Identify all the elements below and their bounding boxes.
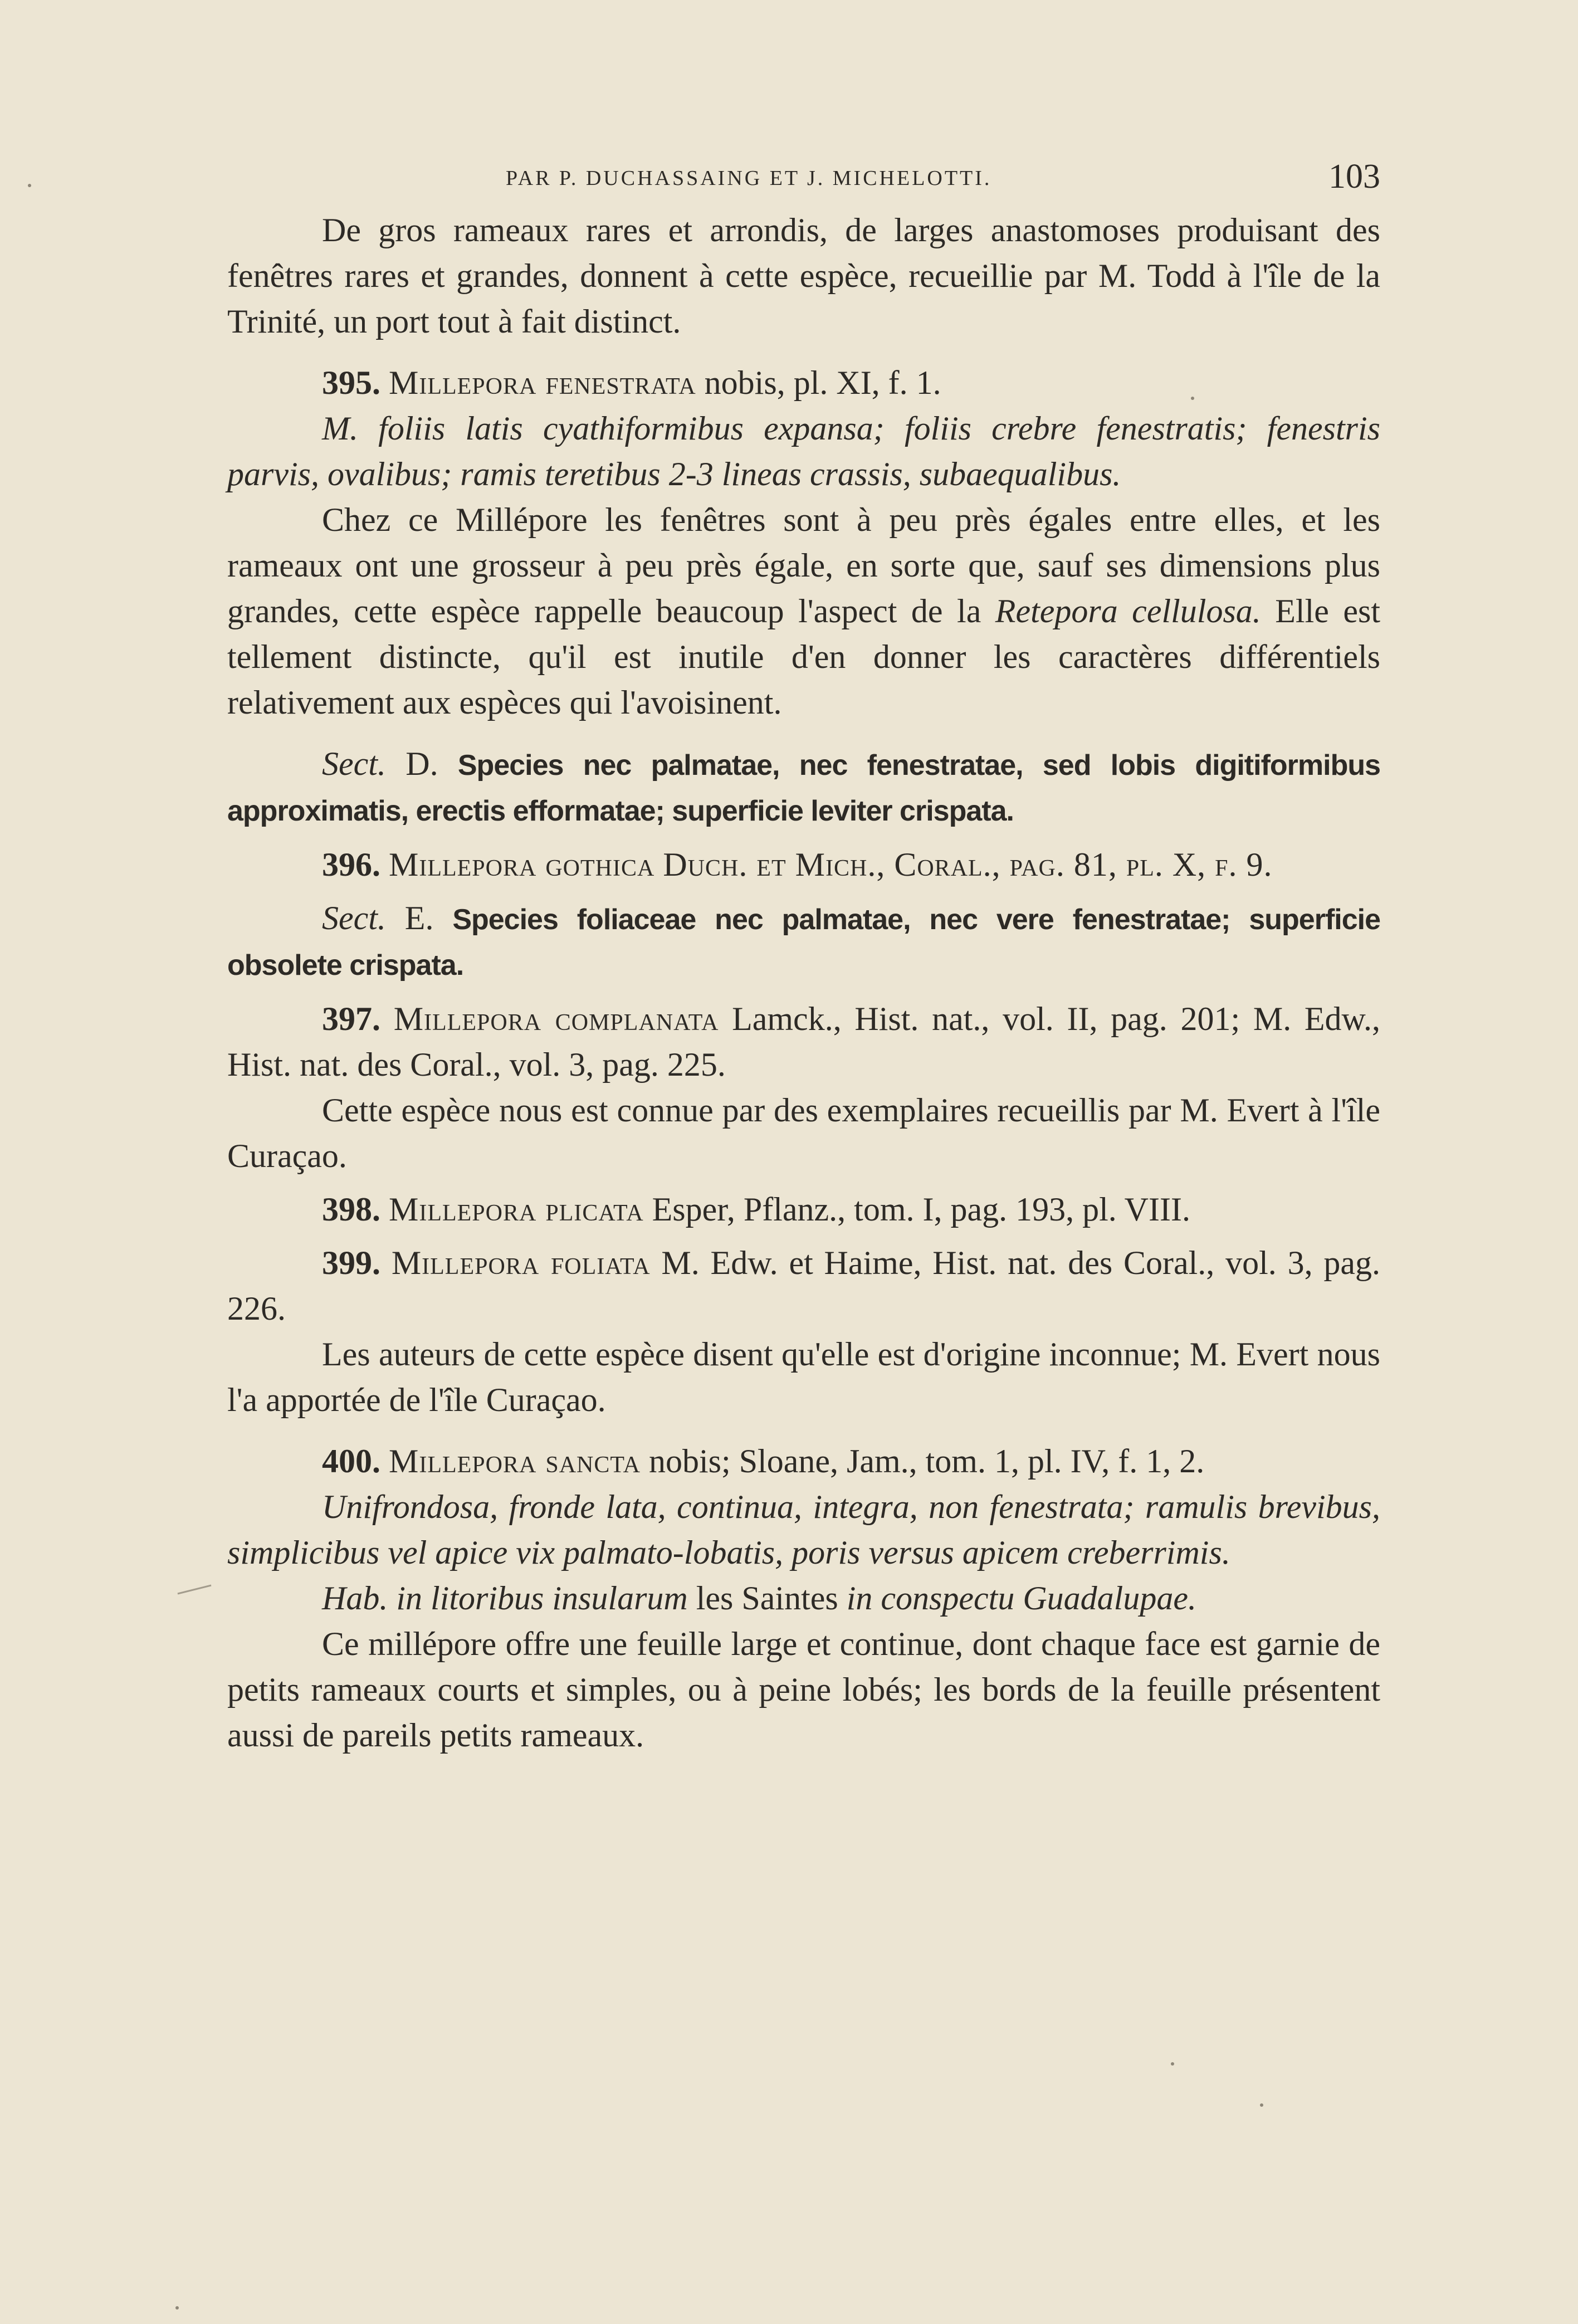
habitat-place: les Saintes [696,1580,838,1617]
species-name: Millepora foliata [391,1244,651,1281]
entry-399-heading [227,1240,1380,1331]
species-name: Millepora complanata [393,1000,719,1037]
reference: M. Edw. et Haime, Hist. nat. des Coral., vol. 3, pag. 226. [227,1244,1381,1327]
running-head: PAR P. DUCHASSAING ET J. MICHELOTTI. [506,167,992,190]
entry-395-heading [227,360,1380,406]
paper-speck [1191,397,1194,400]
section-description: Species foliaceae nec palmatae, nec vere fenestratae; superficie obsolete crispata. [227,904,1380,982]
entry-number: 398. [322,1191,380,1228]
page-header [227,158,1380,202]
entry-400-latin-diagnosis: Unifrondosa, fronde lata, continua, integra, non fenestrata; ramulis brevibus, simplicibus vel apice vix palmato-lobatis, poris versus apicem creberrimis. [227,1488,1380,1571]
body-text [227,207,1380,1758]
entry-396-heading [227,842,1380,887]
species-reference-italic: Retepora cellulosa. [995,593,1261,629]
entry-395-latin-diagnosis: M. foliis latis cyathiformibus expansa; foliis crebre fenestratis; fenestris parvis, ovalibus; ramis teretibus 2-3 lineas crassis, subaequalibus. [227,410,1380,492]
entry-400-description: Ce millépore offre une feuille large et continue, dont chaque face est garnie de petits rameaux courts et simples, ou à peine lobés; les bords de la feuille présentent aussi de pareils petits rameaux. [227,1625,1380,1754]
section-description: Species nec palmatae, nec fenestratae, sed lobis digitiformibus approximatis, erectis efformatae; superficie leviter crispata. [227,749,1381,827]
reference: Lamck., Hist. nat., vol. II, pag. 201; M. Edw., Hist. nat. des Coral., vol. 3, pag. 225. [227,1000,1380,1083]
entry-399-description: Les auteurs de cette espèce disent qu'elle est d'origine inconnue; M. Evert nous l'a apportée de l'île Curaçao. [227,1336,1380,1418]
section-label: Sect. [322,900,386,936]
entry-number: 400. [322,1443,380,1480]
section-e [227,895,1380,988]
section-letter: D. [406,745,438,782]
margin-mark [178,1585,212,1595]
paper-speck [175,2306,179,2310]
species-name: Millepora plicata [389,1191,644,1228]
paper-speck [28,184,31,187]
entry-398-heading [227,1187,1380,1232]
paper-speck [1171,2062,1174,2066]
page-number: 103 [1328,158,1380,196]
section-d [227,741,1380,834]
entry-number: 396. [322,846,380,883]
entry-395-description: Chez ce Millépore les fenêtres sont à peu près égales entre elles, et les rameaux ont une grosseur à peu près égale, en sorte que, sauf ses dimensions plus grandes, cette espèce rappelle beaucoup l'aspect de la Retepora cellulosa. Elle est tellement distincte, qu'il est inutile d'en donner les caractères différentiels relativement aux espèces qui l'avoisinent. [227,501,1381,721]
entry-number: 399. [322,1244,380,1281]
entry-400-heading [227,1438,1380,1484]
species-name: Millepora gothica [389,846,655,883]
entry-397-heading [227,996,1380,1087]
reference: Esper, Pflanz., tom. I, pag. 193, pl. VIII. [652,1191,1190,1228]
reference: Duch. et Mich., Coral., pag. 81, pl. X, f. 9. [663,846,1273,883]
section-letter: E. [404,900,434,936]
entry-397-description: Cette espèce nous est connue par des exemplaires recueillis par M. Evert à l'île Curaçao. [227,1092,1380,1174]
entry-number: 395. [322,364,380,401]
entry-400-habitat: Hab. in litoribus insularum les Saintes in conspectu Guadalupae. [322,1580,1196,1617]
reference: nobis; Sloane, Jam., tom. 1, pl. IV, f. 1, 2. [649,1443,1205,1480]
species-name: Millepora sancta [389,1443,641,1480]
paragraph-intro: De gros rameaux rares et arrondis, de larges anastomoses produisant des fenêtres rares et grandes, donnent à cette espèce, recueillie par M. Todd à l'île de la Trinité, un port tout à fait distinct. [227,212,1380,340]
section-label: Sect. [322,745,386,782]
species-name: Millepora fenestrata [389,364,696,401]
entry-number: 397. [322,1000,380,1037]
paper-speck [1260,2103,1263,2107]
reference: nobis, pl. XI, f. 1. [704,364,941,401]
